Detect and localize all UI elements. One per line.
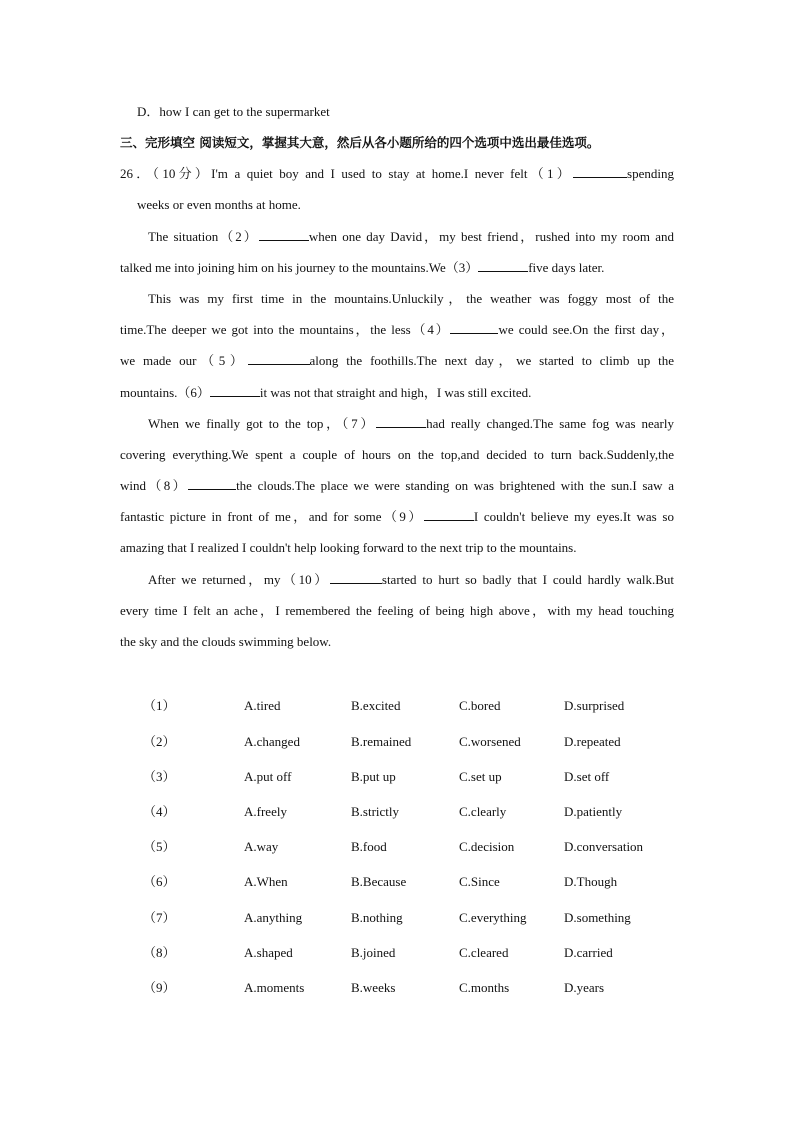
paragraph-5-line-2: every time I felt an ache，I remembered the feeling of being high above，with my head touching xyxy=(120,603,674,618)
paragraph-3-line-4 xyxy=(120,385,531,401)
blank-7[interactable] xyxy=(376,416,426,428)
paragraph-4-line-2: covering everything.We spent a couple of hours on the top,and decided to turn back.Suddenly,the xyxy=(120,447,674,462)
option-d[interactable]: D.carried xyxy=(564,945,613,960)
paragraph-3-line-2 xyxy=(120,322,674,338)
text-segment: along the foothills.The next day，we started to climb up the xyxy=(309,353,675,368)
text-segment: The situation（2） xyxy=(148,229,259,244)
text-segment: we made our（5） xyxy=(120,353,248,368)
option-row-3 xyxy=(0,768,794,786)
option-row-7 xyxy=(0,909,794,927)
option-d[interactable]: D.something xyxy=(564,910,631,925)
question-number: 26． xyxy=(120,166,153,181)
previous-question-option-d: D．how I can get to the supermarket xyxy=(137,104,330,119)
paragraph-5-line-1 xyxy=(148,572,674,588)
paragraph-2-line-2 xyxy=(120,260,604,276)
option-row-4 xyxy=(0,803,794,821)
option-d[interactable]: D.surprised xyxy=(564,698,625,713)
blank-8[interactable] xyxy=(188,478,236,490)
blank-2[interactable] xyxy=(259,229,309,241)
option-a[interactable]: A.shaped xyxy=(244,945,293,960)
option-a[interactable]: A.tired xyxy=(244,698,281,713)
text-segment: I'm a quiet boy and I used to stay at home.I never felt（1） xyxy=(211,166,574,181)
option-b[interactable]: B.nothing xyxy=(351,910,403,925)
paragraph-4-line-3 xyxy=(120,478,674,494)
paragraph-2-line-1 xyxy=(148,229,674,245)
option-number: （8） xyxy=(143,945,176,960)
text-segment: When we finally got to the top，（7） xyxy=(148,416,377,431)
blank-10[interactable] xyxy=(330,572,382,584)
text-segment: the clouds.The place we were standing on was brightened with the sun.I saw a xyxy=(236,478,674,493)
blank-5[interactable] xyxy=(248,353,310,365)
option-a[interactable]: A.changed xyxy=(244,734,300,749)
text-segment: time.The deeper we got into the mountains，the less（4） xyxy=(120,322,451,337)
option-c[interactable]: C.bored xyxy=(459,698,501,713)
option-row-6 xyxy=(0,873,794,891)
option-row-2 xyxy=(0,733,794,751)
paragraph-3-line-3 xyxy=(120,353,674,369)
option-c[interactable]: C.Since xyxy=(459,874,500,889)
blank-6[interactable] xyxy=(210,385,260,397)
option-b[interactable]: B.food xyxy=(351,839,387,854)
option-d[interactable]: D.years xyxy=(564,980,605,995)
paragraph-4-line-4 xyxy=(120,509,674,525)
option-d[interactable]: D.repeated xyxy=(564,734,621,749)
question-score: （10分） xyxy=(152,166,212,181)
option-b[interactable]: B.excited xyxy=(351,698,401,713)
paragraph-4-line-1 xyxy=(148,416,674,432)
option-b[interactable]: B.strictly xyxy=(351,804,400,819)
text-segment: it was not that straight and high，I was still excited. xyxy=(259,385,532,400)
text-segment: started to hurt so badly that I could hardly walk.But xyxy=(381,572,674,587)
text-segment: five days later. xyxy=(528,260,605,275)
blank-4[interactable] xyxy=(450,322,498,334)
text-segment: mountains.（6） xyxy=(120,385,210,400)
option-b[interactable]: B.remained xyxy=(351,734,412,749)
paragraph-3-line-1: This was my first time in the mountains.Unluckily，the weather was foggy most of the xyxy=(148,291,674,306)
option-a[interactable]: A.When xyxy=(244,874,288,889)
option-number: （3） xyxy=(143,769,176,784)
option-b[interactable]: B.joined xyxy=(351,945,396,960)
option-number: （7） xyxy=(143,910,176,925)
option-b[interactable]: B.weeks xyxy=(351,980,396,995)
option-number: （5） xyxy=(143,839,176,854)
text-segment: spending xyxy=(627,166,674,181)
option-a[interactable]: A.freely xyxy=(244,804,287,819)
section-heading: 三、完形填空 阅读短文，掌握其大意，然后从各小题所给的四个选项中选出最佳选项。 xyxy=(120,135,600,150)
text-segment: when one day David，my best friend，rushed into my room and xyxy=(308,229,674,244)
text-segment: I couldn't believe my eyes.It was so xyxy=(473,509,674,524)
paragraph-5-line-3: the sky and the clouds swimming below. xyxy=(120,634,332,649)
option-d[interactable]: D.Though xyxy=(564,874,618,889)
option-number: （1） xyxy=(143,698,176,713)
option-d[interactable]: D.patiently xyxy=(564,804,623,819)
option-c[interactable]: C.worsened xyxy=(459,734,521,749)
option-number: （2） xyxy=(143,734,176,749)
option-a[interactable]: A.put off xyxy=(244,769,292,784)
text-segment: fantastic picture in front of me，and for some（9） xyxy=(120,509,424,524)
option-c[interactable]: C.set up xyxy=(459,769,502,784)
option-c[interactable]: C.decision xyxy=(459,839,515,854)
option-number: （4） xyxy=(143,804,176,819)
option-row-1 xyxy=(0,697,794,715)
option-c[interactable]: C.clearly xyxy=(459,804,507,819)
text-segment: talked me into joining him on his journey to the mountains.We（3） xyxy=(120,260,479,275)
option-c[interactable]: C.cleared xyxy=(459,945,509,960)
option-number: （6） xyxy=(143,874,176,889)
blank-9[interactable] xyxy=(424,509,474,521)
question-26-line-2: weeks or even months at home. xyxy=(137,197,301,212)
text-segment: wind（8） xyxy=(120,478,189,493)
text-segment: we could see.On the first day， xyxy=(498,322,674,337)
option-row-9 xyxy=(0,979,794,997)
option-d[interactable]: D.conversation xyxy=(564,839,644,854)
option-a[interactable]: A.moments xyxy=(244,980,305,995)
option-number: （9） xyxy=(143,980,176,995)
paragraph-4-line-5: amazing that I realized I couldn't help looking forward to the next trip to the mountains. xyxy=(120,540,577,555)
option-a[interactable]: A.way xyxy=(244,839,279,854)
text-segment: had really changed.The same fog was nearly xyxy=(426,416,675,431)
option-c[interactable]: C.months xyxy=(459,980,510,995)
option-row-8 xyxy=(0,944,794,962)
option-c[interactable]: C.everything xyxy=(459,910,527,925)
option-b[interactable]: B.Because xyxy=(351,874,407,889)
blank-1[interactable] xyxy=(573,166,627,178)
option-b[interactable]: B.put up xyxy=(351,769,396,784)
option-d[interactable]: D.set off xyxy=(564,769,610,784)
text-segment: After we returned，my（10） xyxy=(148,572,330,587)
question-26-line-1 xyxy=(120,166,674,182)
option-a[interactable]: A.anything xyxy=(244,910,303,925)
blank-3[interactable] xyxy=(478,260,528,272)
option-row-5 xyxy=(0,838,794,856)
